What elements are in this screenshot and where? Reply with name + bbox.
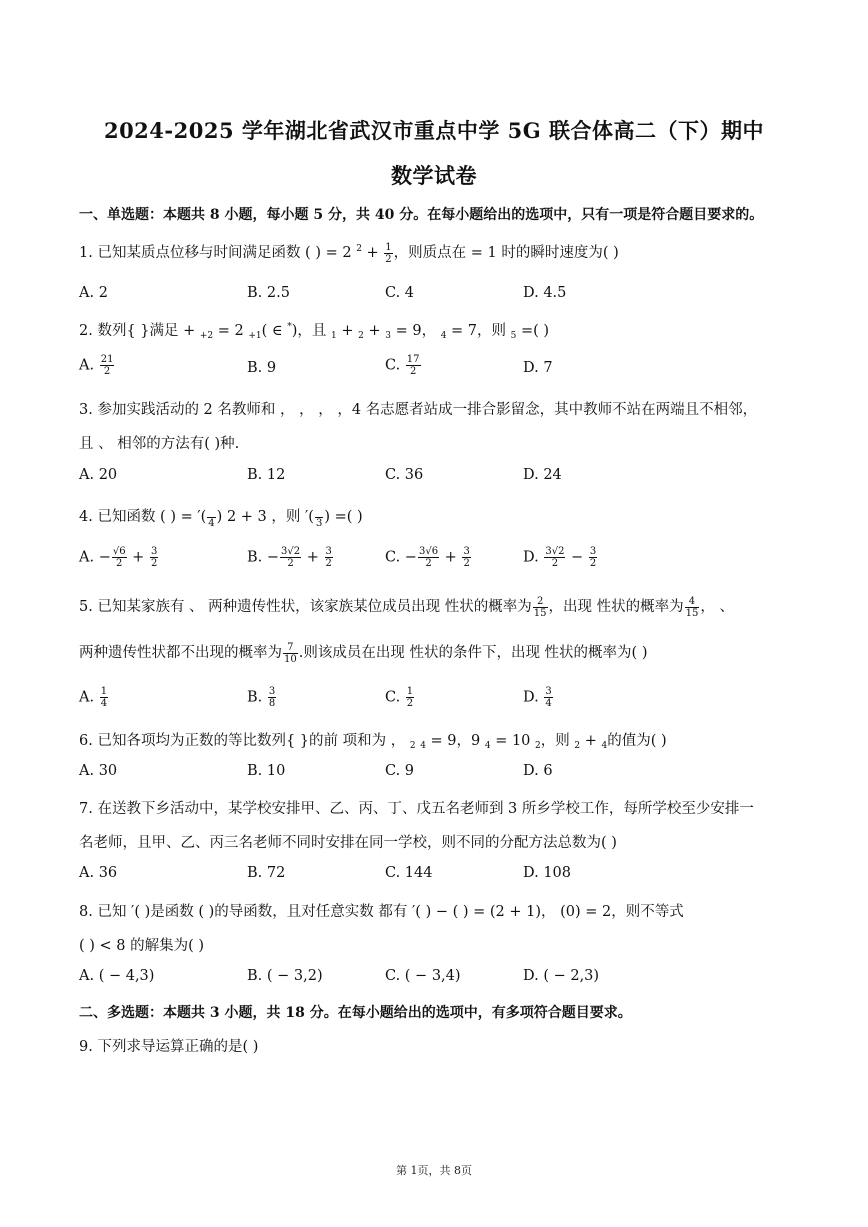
question-3-stem-line1: 3. 参加实践活动的 2 名教师和 ， ， ， ，4 名志愿者站成一排合影留念，其中教师不站在两端且不相邻，	[79, 402, 758, 418]
q2-text-b: = 2	[213, 323, 249, 339]
q5-d-frac	[544, 686, 552, 709]
q4-a-op: +	[127, 549, 149, 566]
q2-option-a-fraction	[100, 354, 115, 377]
q6-text-c: = 9，9	[425, 733, 485, 749]
q5-text-b: ，出现 性状的概率为	[548, 599, 684, 615]
q4-fraction-2	[315, 506, 323, 529]
question-1-stem	[79, 241, 619, 265]
q3-option-c[interactable]: C. 36	[385, 467, 424, 483]
q6-text-e: ，则	[540, 733, 575, 749]
q4-c-op: +	[440, 549, 462, 566]
q5-d-den: 4	[545, 698, 552, 709]
q5-c-den: 2	[406, 698, 414, 709]
q4-b-prefix: B. −	[247, 549, 280, 566]
q2-option-c-den: 2	[409, 366, 417, 377]
q5-a-frac	[100, 686, 108, 709]
q6-text-d: = 10	[490, 733, 536, 749]
q4-a-frac1	[112, 546, 127, 569]
q4-option-d[interactable]	[523, 546, 598, 569]
q1-option-d[interactable]: D. 4.5	[523, 285, 567, 301]
q5-fraction-3	[283, 642, 298, 665]
q5-a-num: 1	[100, 686, 108, 697]
question-8-stem-line1: 8. 已知 ′( )是函数 ( )的导函数，且对任意实数 都有 ′( ) − ( ) = (2 + 1)， (0) = 2，则不等式	[79, 904, 684, 920]
q2-text-c: ( ∈	[261, 323, 288, 339]
exam-title-line1: 2024-2025 学年湖北省武汉市重点中学 5G 联合体高二（下）期中	[103, 118, 765, 143]
q1-frac-num: 1	[385, 241, 392, 253]
section-heading-single-choice: 一、单选题：本题共 8 小题，每小题 5 分，共 40 分。在每小题给出的选项中，只有一项是符合题目要求的。	[79, 207, 764, 223]
q4-frac2-num	[315, 506, 323, 518]
question-7-stem-line2: 名老师，且甲、乙、丙三名老师不同时安排在同一学校，则不同的分配方法总数为( )	[79, 835, 617, 851]
q4-a-num1: √6	[112, 546, 126, 557]
question-8-stem-line2: ( ) < 8 的解集为( )	[79, 938, 205, 954]
q4-d-op: −	[566, 549, 588, 566]
q2-sub-2: +1	[248, 331, 262, 341]
question-4-stem	[79, 505, 363, 529]
q5-f3-den: 10	[284, 653, 297, 665]
q5-d-label: D.	[523, 689, 544, 706]
q5-text-d: 两种遗传性状都不出现的概率为	[79, 645, 282, 661]
q3-option-a[interactable]: A. 20	[79, 467, 118, 483]
q3-option-b[interactable]: B. 12	[247, 467, 286, 483]
q2-sub-5: 3	[385, 331, 391, 341]
q5-f2-num: 4	[685, 596, 700, 608]
q4-c-num1: 3√6	[418, 546, 439, 557]
q4-frac1-num	[207, 506, 215, 518]
question-7-stem-line1: 7. 在送教下乡活动中，某学校安排甲、乙、丙、丁、戊五名老师到 3 所乡学校工作，每所学校至少安排一	[79, 801, 754, 817]
q1-text-c: ，则质点在 = 1 时的瞬时速度为( )	[393, 245, 619, 261]
q2-option-b[interactable]: B. 9	[247, 360, 277, 376]
q4-d-num2: 3	[589, 546, 597, 557]
q4-c-prefix: C. −	[385, 549, 417, 566]
q2-option-a-num: 21	[100, 354, 114, 365]
q4-b-den1: 2	[287, 558, 294, 569]
question-5-stem-line1	[79, 595, 734, 619]
q2-text-a: 2. 数列{ }满足 +	[79, 323, 200, 339]
q4-d-frac2	[589, 546, 597, 569]
q4-text-a: 4. 已知函数 ( ) = ′(	[79, 509, 207, 525]
q2-sub-7: 5	[510, 331, 517, 341]
q4-text-c: ) =( )	[324, 509, 363, 525]
q4-a-den2: 2	[150, 558, 158, 569]
q2-sub-4: 2	[358, 331, 364, 341]
q4-d-frac1	[544, 546, 565, 569]
q5-b-frac	[268, 686, 276, 709]
q6-text-f: +	[580, 733, 602, 749]
q2-sup: *	[287, 322, 292, 332]
q1-text-b: +	[361, 245, 384, 261]
q5-b-label: B.	[247, 689, 267, 706]
q6-sub-4: 2	[535, 741, 541, 751]
q8-option-b[interactable]: B. ( − 3,2)	[247, 968, 323, 984]
q2-sub-3: 1	[331, 331, 337, 341]
q1-text-a: 1. 已知某质点位移与时间满足函数 ( ) = 2	[79, 245, 357, 261]
q8-option-c[interactable]: C. ( − 3,4)	[385, 968, 461, 984]
q8-option-a[interactable]: A. ( − 4,3)	[79, 968, 155, 984]
q4-b-num1: 3√2	[281, 546, 301, 557]
q2-text-d: )，且	[291, 323, 332, 339]
q4-b-num2: 3	[325, 546, 332, 557]
q4-frac2-den: 3	[315, 517, 323, 529]
q2-option-a-label: A.	[79, 357, 99, 374]
q2-option-c-label: C.	[385, 357, 405, 374]
q1-option-c[interactable]: C. 4	[385, 285, 415, 301]
q5-option-b[interactable]	[247, 686, 277, 709]
q4-fraction-1	[207, 506, 215, 529]
q4-d-prefix: D.	[523, 549, 544, 566]
q2-text-e: +	[336, 323, 359, 339]
q4-c-num2: 3	[463, 546, 470, 557]
q6-option-d[interactable]: D. 6	[523, 763, 553, 779]
q4-option-a[interactable]	[79, 546, 159, 569]
q1-sup: 2	[356, 244, 362, 254]
q4-c-frac2	[462, 546, 470, 569]
q4-b-frac1	[280, 546, 301, 569]
q1-option-b[interactable]: B. 2.5	[247, 285, 290, 301]
q4-text-b: ) 2 + 3 ，则 ′(	[216, 509, 314, 525]
q6-sub-6: 4	[601, 741, 608, 751]
q5-c-num: 1	[406, 686, 414, 697]
q2-text-h: = 7，则	[446, 323, 511, 339]
q2-option-c-fraction	[406, 354, 421, 377]
q6-sub-1: 2	[409, 741, 416, 751]
q4-option-b[interactable]	[247, 546, 334, 569]
q4-a-den1: 2	[116, 558, 123, 569]
q4-d-den1: 2	[551, 558, 559, 569]
q2-option-d[interactable]: D. 7	[523, 360, 553, 376]
q6-text-g: 的值为( )	[607, 733, 667, 749]
q5-text-c: ， 、	[700, 599, 734, 615]
q2-sub-6: 4	[440, 331, 447, 341]
q2-option-a-den: 2	[103, 366, 111, 377]
question-2-stem	[79, 319, 549, 341]
q4-a-frac2	[150, 546, 158, 569]
q5-fraction-2	[685, 596, 700, 619]
q5-option-d[interactable]	[523, 686, 554, 709]
q3-option-d[interactable]: D. 24	[523, 467, 562, 483]
q4-c-den1: 2	[425, 558, 432, 569]
q5-f1-den: 15	[533, 607, 547, 619]
q5-f1-num: 2	[533, 596, 548, 608]
q6-text-a: 6. 已知各项均为正数的等比数列{ }的前 项和为 ，	[79, 733, 410, 749]
q6-sub-3: 4	[484, 741, 491, 751]
exam-title-line2: 数学试卷	[391, 163, 477, 188]
q2-text-g: = 9，	[390, 323, 441, 339]
q2-option-a[interactable]	[79, 354, 115, 377]
q7-option-d[interactable]: D. 108	[523, 865, 572, 881]
q4-a-prefix: A. −	[79, 549, 111, 566]
q5-f2-den: 15	[685, 607, 699, 619]
q5-c-frac	[406, 686, 414, 709]
q7-option-c[interactable]: C. 144	[385, 865, 433, 881]
q6-sub-5: 2	[574, 741, 581, 751]
q4-a-num2: 3	[150, 546, 158, 557]
q6-option-b[interactable]: B. 10	[247, 763, 286, 779]
question-6-stem	[79, 729, 667, 751]
question-9-stem: 9. 下列求导运算正确的是( )	[79, 1039, 259, 1055]
q5-b-den: 8	[268, 698, 276, 709]
q4-c-den2: 2	[463, 558, 470, 569]
q8-option-d[interactable]: D. ( − 2,3)	[523, 968, 600, 984]
question-5-stem-line2	[79, 641, 647, 665]
q2-text-i: =( )	[516, 323, 550, 339]
q4-frac1-den: 4	[208, 517, 215, 529]
section-heading-multiple-choice: 二、多选题：本题共 3 小题，共 18 分。在每小题给出的选项中，有多项符合题目要求。	[79, 1005, 632, 1021]
q5-option-a[interactable]	[79, 686, 109, 709]
q5-fraction-1	[533, 596, 548, 619]
q6-option-a[interactable]: A. 30	[79, 763, 118, 779]
question-3-stem-line2: 且 、 相邻的方法有( )种.	[79, 436, 240, 452]
q1-fraction	[384, 242, 392, 265]
q1-frac-den: 2	[385, 253, 392, 265]
q5-a-label: A.	[79, 689, 99, 706]
q4-b-op: +	[302, 549, 324, 566]
q5-a-den: 4	[100, 698, 108, 709]
q5-option-c[interactable]	[385, 686, 415, 709]
q4-b-den2: 2	[325, 558, 332, 569]
q6-option-c[interactable]: C. 9	[385, 763, 415, 779]
q6-sub-2: 4	[420, 741, 426, 751]
q5-d-num: 3	[545, 686, 552, 697]
q5-text-a: 5. 已知某家族有 、 两种遗传性状，该家族某位成员出现 性状的概率为	[79, 599, 532, 615]
q5-c-label: C.	[385, 689, 405, 706]
q5-text-e: .则该成员在出现 性状的条件下，出现 性状的概率为( )	[298, 645, 648, 661]
q4-option-c[interactable]	[385, 546, 472, 569]
q4-d-den2: 2	[589, 558, 597, 569]
q4-d-num1: 3√2	[545, 546, 565, 557]
page-footer: 第 1页，共 8页	[396, 1164, 472, 1177]
q7-option-a[interactable]: A. 36	[79, 865, 118, 881]
q1-option-a[interactable]: A. 2	[79, 285, 108, 301]
q2-sub-1: +2	[199, 331, 214, 341]
q5-b-num: 3	[268, 686, 276, 697]
q5-f3-num: 7	[283, 642, 298, 654]
q2-option-c-num: 17	[406, 354, 420, 365]
q7-option-b[interactable]: B. 72	[247, 865, 286, 881]
q4-b-frac2	[325, 546, 333, 569]
q2-option-c[interactable]	[385, 354, 422, 377]
q2-text-f: +	[363, 323, 386, 339]
q4-c-frac1	[418, 546, 439, 569]
